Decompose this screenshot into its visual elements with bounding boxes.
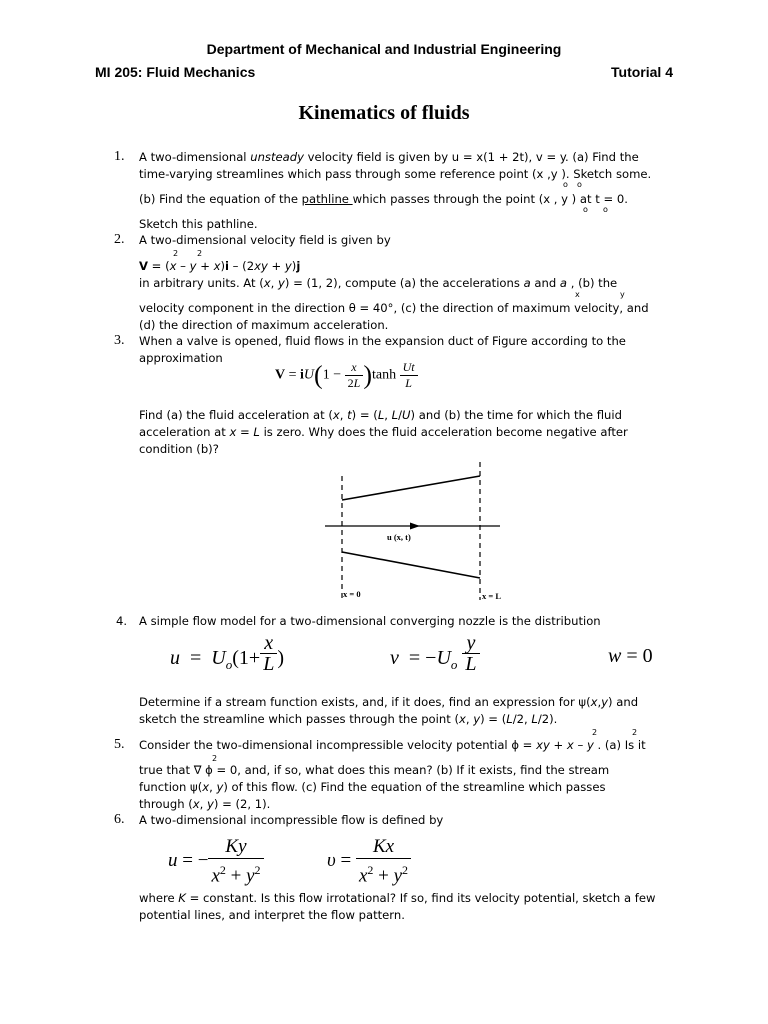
problem-6-equation-u: u = − $\frac{Ky}{x^2 + y^2}$ [168, 836, 264, 887]
page-title: Kinematics of fluids [298, 102, 470, 124]
problem-1-line-3: (b) Find the equation of the pathline which passes through the point (x , y ) at t = 0. [139, 192, 628, 206]
problem-4-line-3: sketch the streamline which passes through the point (x, y) = (L/2, L/2). [139, 712, 558, 726]
problem-2-line-3: in arbitrary units. At (x, y) = (1, 2), compute (a) the accelerations a and a , (b) the [139, 276, 618, 290]
problem-3-text-after [139, 407, 675, 458]
problem-3-line-5: condition (b)? [139, 442, 219, 456]
superscript-2: 2 [173, 249, 179, 258]
problem-2-line-1: A two-dimensional velocity field is given by [139, 233, 391, 247]
problem-3-line-2: approximation [139, 351, 223, 365]
problem-1-line-4: Sketch this pathline. [139, 217, 258, 231]
problem-1-line-1: A two-dimensional unsteady velocity field is given by u = x(1 + 2t), v = y. (a) Find the [139, 150, 639, 164]
problem-3-line-3: Find (a) the fluid acceleration at (x, t) = (L, L/U) and (b) the time for which the fluid [139, 408, 622, 422]
problem-5-number: 5. [114, 737, 125, 752]
subscript-o: o [603, 205, 608, 214]
superscript-2: 2 [197, 249, 203, 258]
flow-velocity-label: u (x, t) [387, 532, 411, 542]
duct-lower-wall [342, 552, 480, 578]
subscript-x: x [575, 290, 580, 299]
problem-2-line-5: (d) the direction of maximum acceleration. [139, 318, 389, 332]
problem-4-line-1: A simple flow model for a two-dimensional converging nozzle is the distribution [139, 614, 601, 628]
problem-4-text-after [139, 694, 675, 728]
problem-3-number: 3. [114, 333, 125, 348]
superscript-2: 2 [632, 728, 638, 737]
superscript-2: 2 [592, 728, 598, 737]
problem-5-line-2: true that ∇ ϕ = 0, and, if so, what does this mean? (b) If it exists, find the stream [139, 763, 610, 777]
problem-5-line-1: Consider the two-dimensional incompressible velocity potential ϕ = xy + x – y . (a) Is it [139, 738, 646, 752]
problem-6-text-after [139, 890, 675, 924]
problem-2-number: 2. [114, 232, 125, 247]
problem-3-line-1: When a valve is opened, fluid flows in the expansion duct of Figure according to the [139, 334, 626, 348]
problem-4-line-2: Determine if a stream function exists, and, if it does, find an expression for ψ(x,y) and [139, 695, 639, 709]
problem-4-equation-u: $u = U_o(1+$ $\frac{x}{L}$ ) [170, 632, 284, 675]
subscript-o: o [563, 180, 568, 189]
problem-1-number: 1. [114, 149, 125, 164]
problem-5-text [139, 737, 675, 813]
department-heading: Department of Mechanical and Industrial Engineering [206, 41, 562, 57]
problem-4-number: 4. [116, 614, 128, 628]
inlet-label: x = 0 [343, 589, 361, 599]
problem-6-line-1: A two-dimensional incompressible flow is defined by [139, 813, 444, 827]
problem-2-line-2: V = (x – y + x)i – (2xy + y)j [139, 259, 301, 273]
problem-4-equation-v: $v = -U_o$ $\frac{y}{L}$ [390, 633, 480, 674]
problem-6-number: 6. [114, 812, 125, 827]
outlet-label: x = L [482, 591, 502, 601]
superscript-2: 2 [212, 754, 218, 763]
tutorial-label: Tutorial 4 [611, 64, 673, 80]
problem-6-equation-v: υ = $\frac{Kx}{x^2 + y^2}$ [327, 836, 411, 887]
problem-6-text [139, 812, 675, 829]
problem-3-line-4: acceleration at x = L is zero. Why does the fluid acceleration become negative after [139, 425, 628, 439]
problem-6-line-2: where K = constant. Is this flow irrotational? If so, find its velocity potential, sketch a few [139, 891, 656, 905]
problem-4-equation-w: w = 0 [608, 645, 653, 667]
subscript-o: o [583, 205, 588, 214]
problem-2-line-4: velocity component in the direction θ = 40°, (c) the direction of maximum velocity, and [139, 301, 649, 315]
problem-1-text [139, 149, 675, 233]
subscript-o: o [577, 180, 582, 189]
problem-6-line-3: potential lines, and interpret the flow pattern. [139, 908, 405, 922]
problem-2-text [139, 232, 675, 334]
duct-upper-wall [342, 476, 480, 500]
problem-3-equation: V = iU(1 − $\frac{x}{2L}$ )tanh $\frac{Ut}{L}$ [275, 360, 418, 391]
problem-4-text [139, 613, 675, 630]
course-title: MI 205: Fluid Mechanics [95, 64, 256, 80]
problem-1-line-2: time-varying streamlines which pass through some reference point (x ,y ). Sketch some. [139, 167, 652, 181]
subscript-y: y [620, 290, 625, 299]
problem-5-line-3: function ψ(x, y) of this flow. (c) Find the equation of the streamline which passes [139, 780, 606, 794]
problem-5-line-4: through (x, y) = (2, 1). [139, 797, 271, 811]
flow-arrow-head [410, 523, 420, 530]
